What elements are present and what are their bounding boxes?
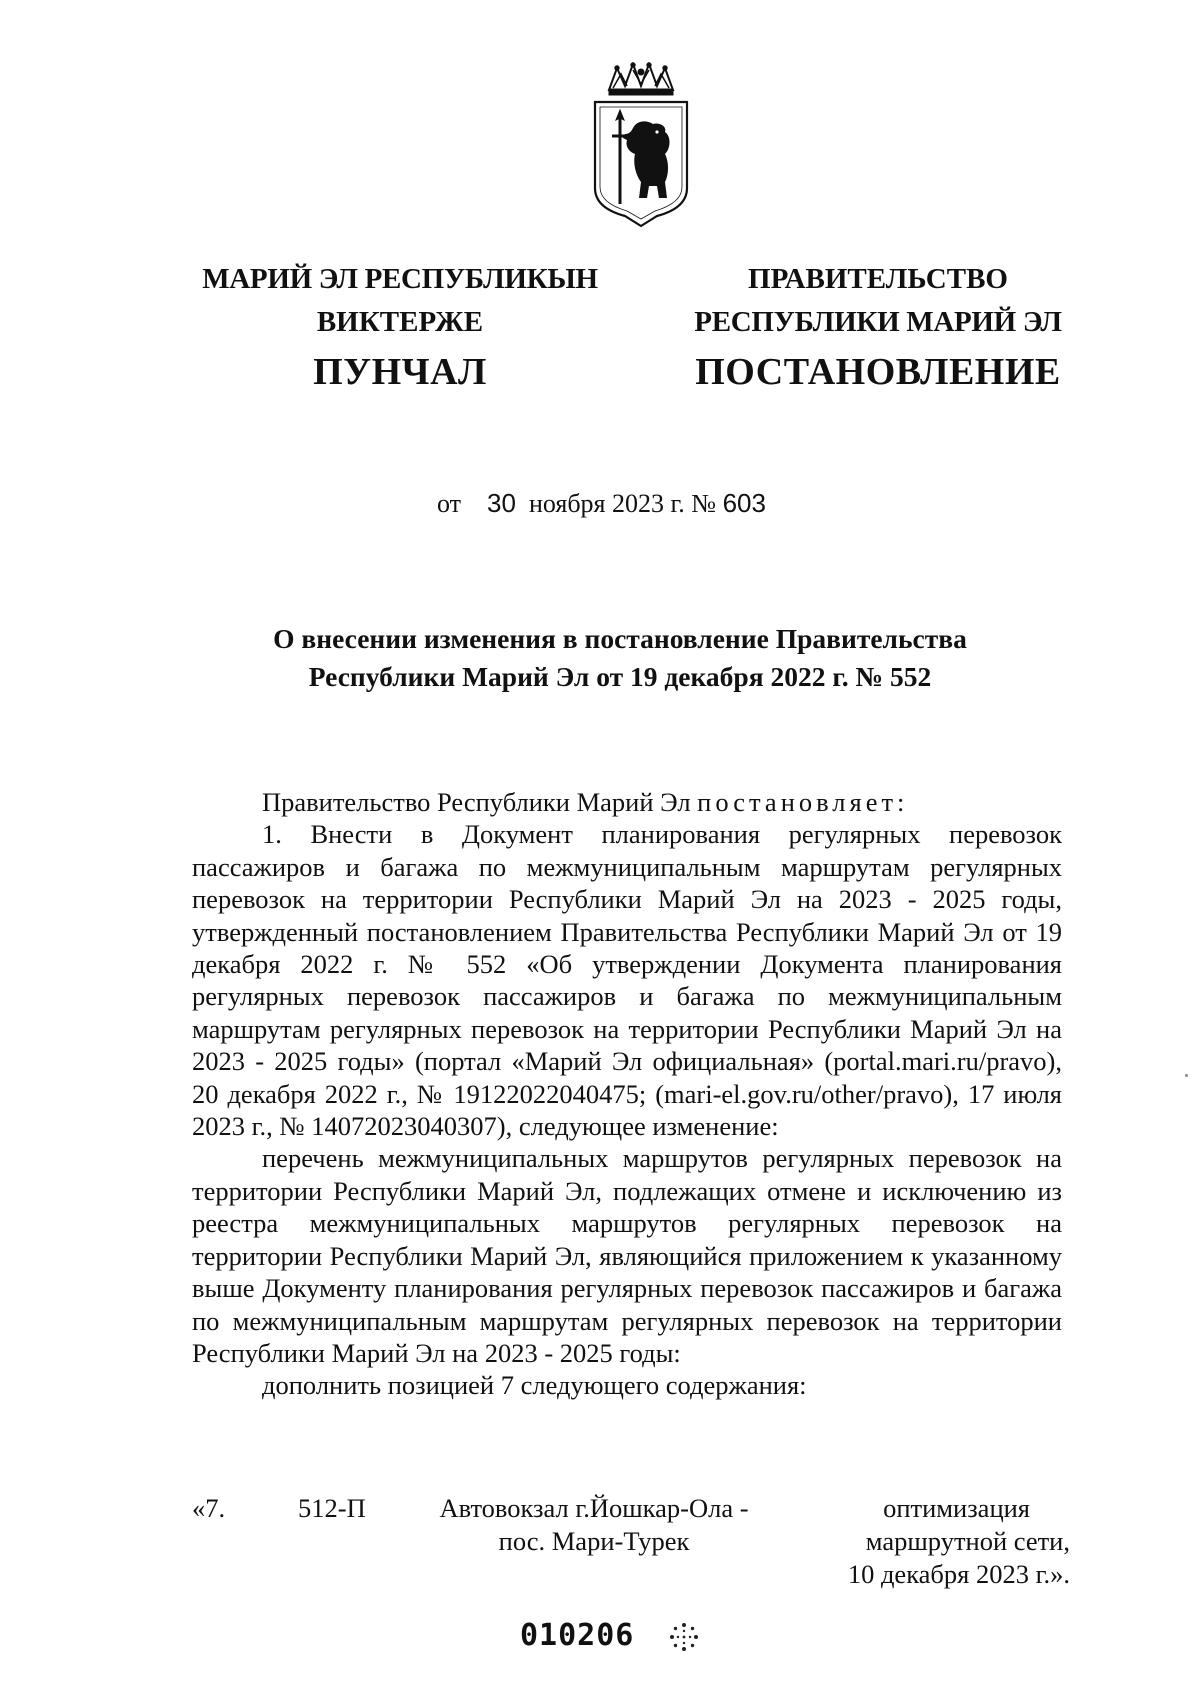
header-russian-line2: РЕСПУБЛИКИ МАРИЙ ЭЛ xyxy=(694,306,1062,338)
paragraph-2: перечень межмуниципальных маршрутов регулярных перевозок на территории Республики Марий Эл, подлежащих отмене и исключению из реестра межмуниципальных маршрутов регулярных перевозок на территории Республики Марий Эл, являющийся приложением к указанному выше Документу планирования регулярных перевозок пассажиров и багажа по межмуниципальным маршрутам регулярных перевозок на территории Республики Марий Эл на 2023 - 2025 годы: xyxy=(192,1143,1062,1368)
title-line1: О внесении изменения в постановление Правительства xyxy=(273,623,967,654)
paragraph-3: дополнить позицией 7 следующего содержания: xyxy=(262,1370,807,1401)
route-name-line1: Автовокзал г.Йошкар-Ола - xyxy=(439,1493,749,1523)
rosette-icon xyxy=(668,1621,700,1653)
document-body xyxy=(192,786,1062,1402)
margin-mark xyxy=(1185,1074,1188,1077)
header-mari xyxy=(185,258,615,394)
date-prefix: от xyxy=(437,489,462,518)
paragraph-1: 1. Внести в Документ планирования регулярных перевозок пассажиров и багажа по межмуниципальным маршрутам регулярных перевозок на территории Республики Марий Эл на 2023 - 2025 годы, утвержденный постановлением Правительства Республики Марий Эл от 19 декабря 2022 г. № 552 «Об утверждении Документа планирования регулярных перевозок пассажиров и багажа по межмуниципальным маршрутам регулярных перевозок на территории Республики Марий Эл на 2023 - 2025 годы» (портал «Марий Эл официальная» (portal.mari.ru/pravo), 20 декабря 2022 г., № 19122022040475; (mari-el.gov.ru/other/pravo), 17 июля 2023 г., № 14072023040307), следующее изменение: xyxy=(192,819,1062,1142)
serial-number: 010206 xyxy=(520,1618,635,1653)
header-mari-doc-type: ПУНЧАЛ xyxy=(313,351,487,393)
route-name-line2: пос. Мари-Турек xyxy=(498,1526,690,1556)
header-russian-doc-type: ПОСТАНОВЛЕНИЕ xyxy=(695,351,1061,393)
intro-prefix: Правительство Республики Марий Эл xyxy=(262,787,698,817)
row-route-name xyxy=(424,1492,764,1558)
route-table-row xyxy=(192,1492,1072,1602)
date-day: 30 xyxy=(487,488,516,518)
intro-paragraph xyxy=(192,786,1062,818)
intro-decree-word: постановляет: xyxy=(697,787,909,817)
date-month-year: ноября 2023 г. xyxy=(528,489,685,518)
coat-of-arms-icon xyxy=(587,62,695,232)
reason-line3: 10 декабря 2023 г.». xyxy=(847,1559,1070,1589)
document-title xyxy=(180,620,1060,696)
header-mari-line2: ВИКТЕРЖЕ xyxy=(316,306,484,338)
row-route-number: 512-П xyxy=(298,1493,366,1523)
document-dateline xyxy=(437,488,766,519)
row-reason xyxy=(810,1492,1070,1591)
header-mari-line1: МАРИЙ ЭЛ РЕСПУБЛИКЫН xyxy=(202,263,598,295)
reason-line1: оптимизация xyxy=(883,1493,1030,1523)
number-sign: № xyxy=(691,489,717,518)
header-russian-line1: ПРАВИТЕЛЬСТВО xyxy=(748,263,1008,295)
row-position: «7. xyxy=(192,1493,226,1523)
header-russian xyxy=(668,258,1088,394)
title-line2: Республики Марий Эл от 19 декабря 2022 г. № 552 xyxy=(308,661,932,692)
document-number: 603 xyxy=(722,488,766,518)
reason-line2: маршрутной сети, xyxy=(865,1526,1070,1556)
